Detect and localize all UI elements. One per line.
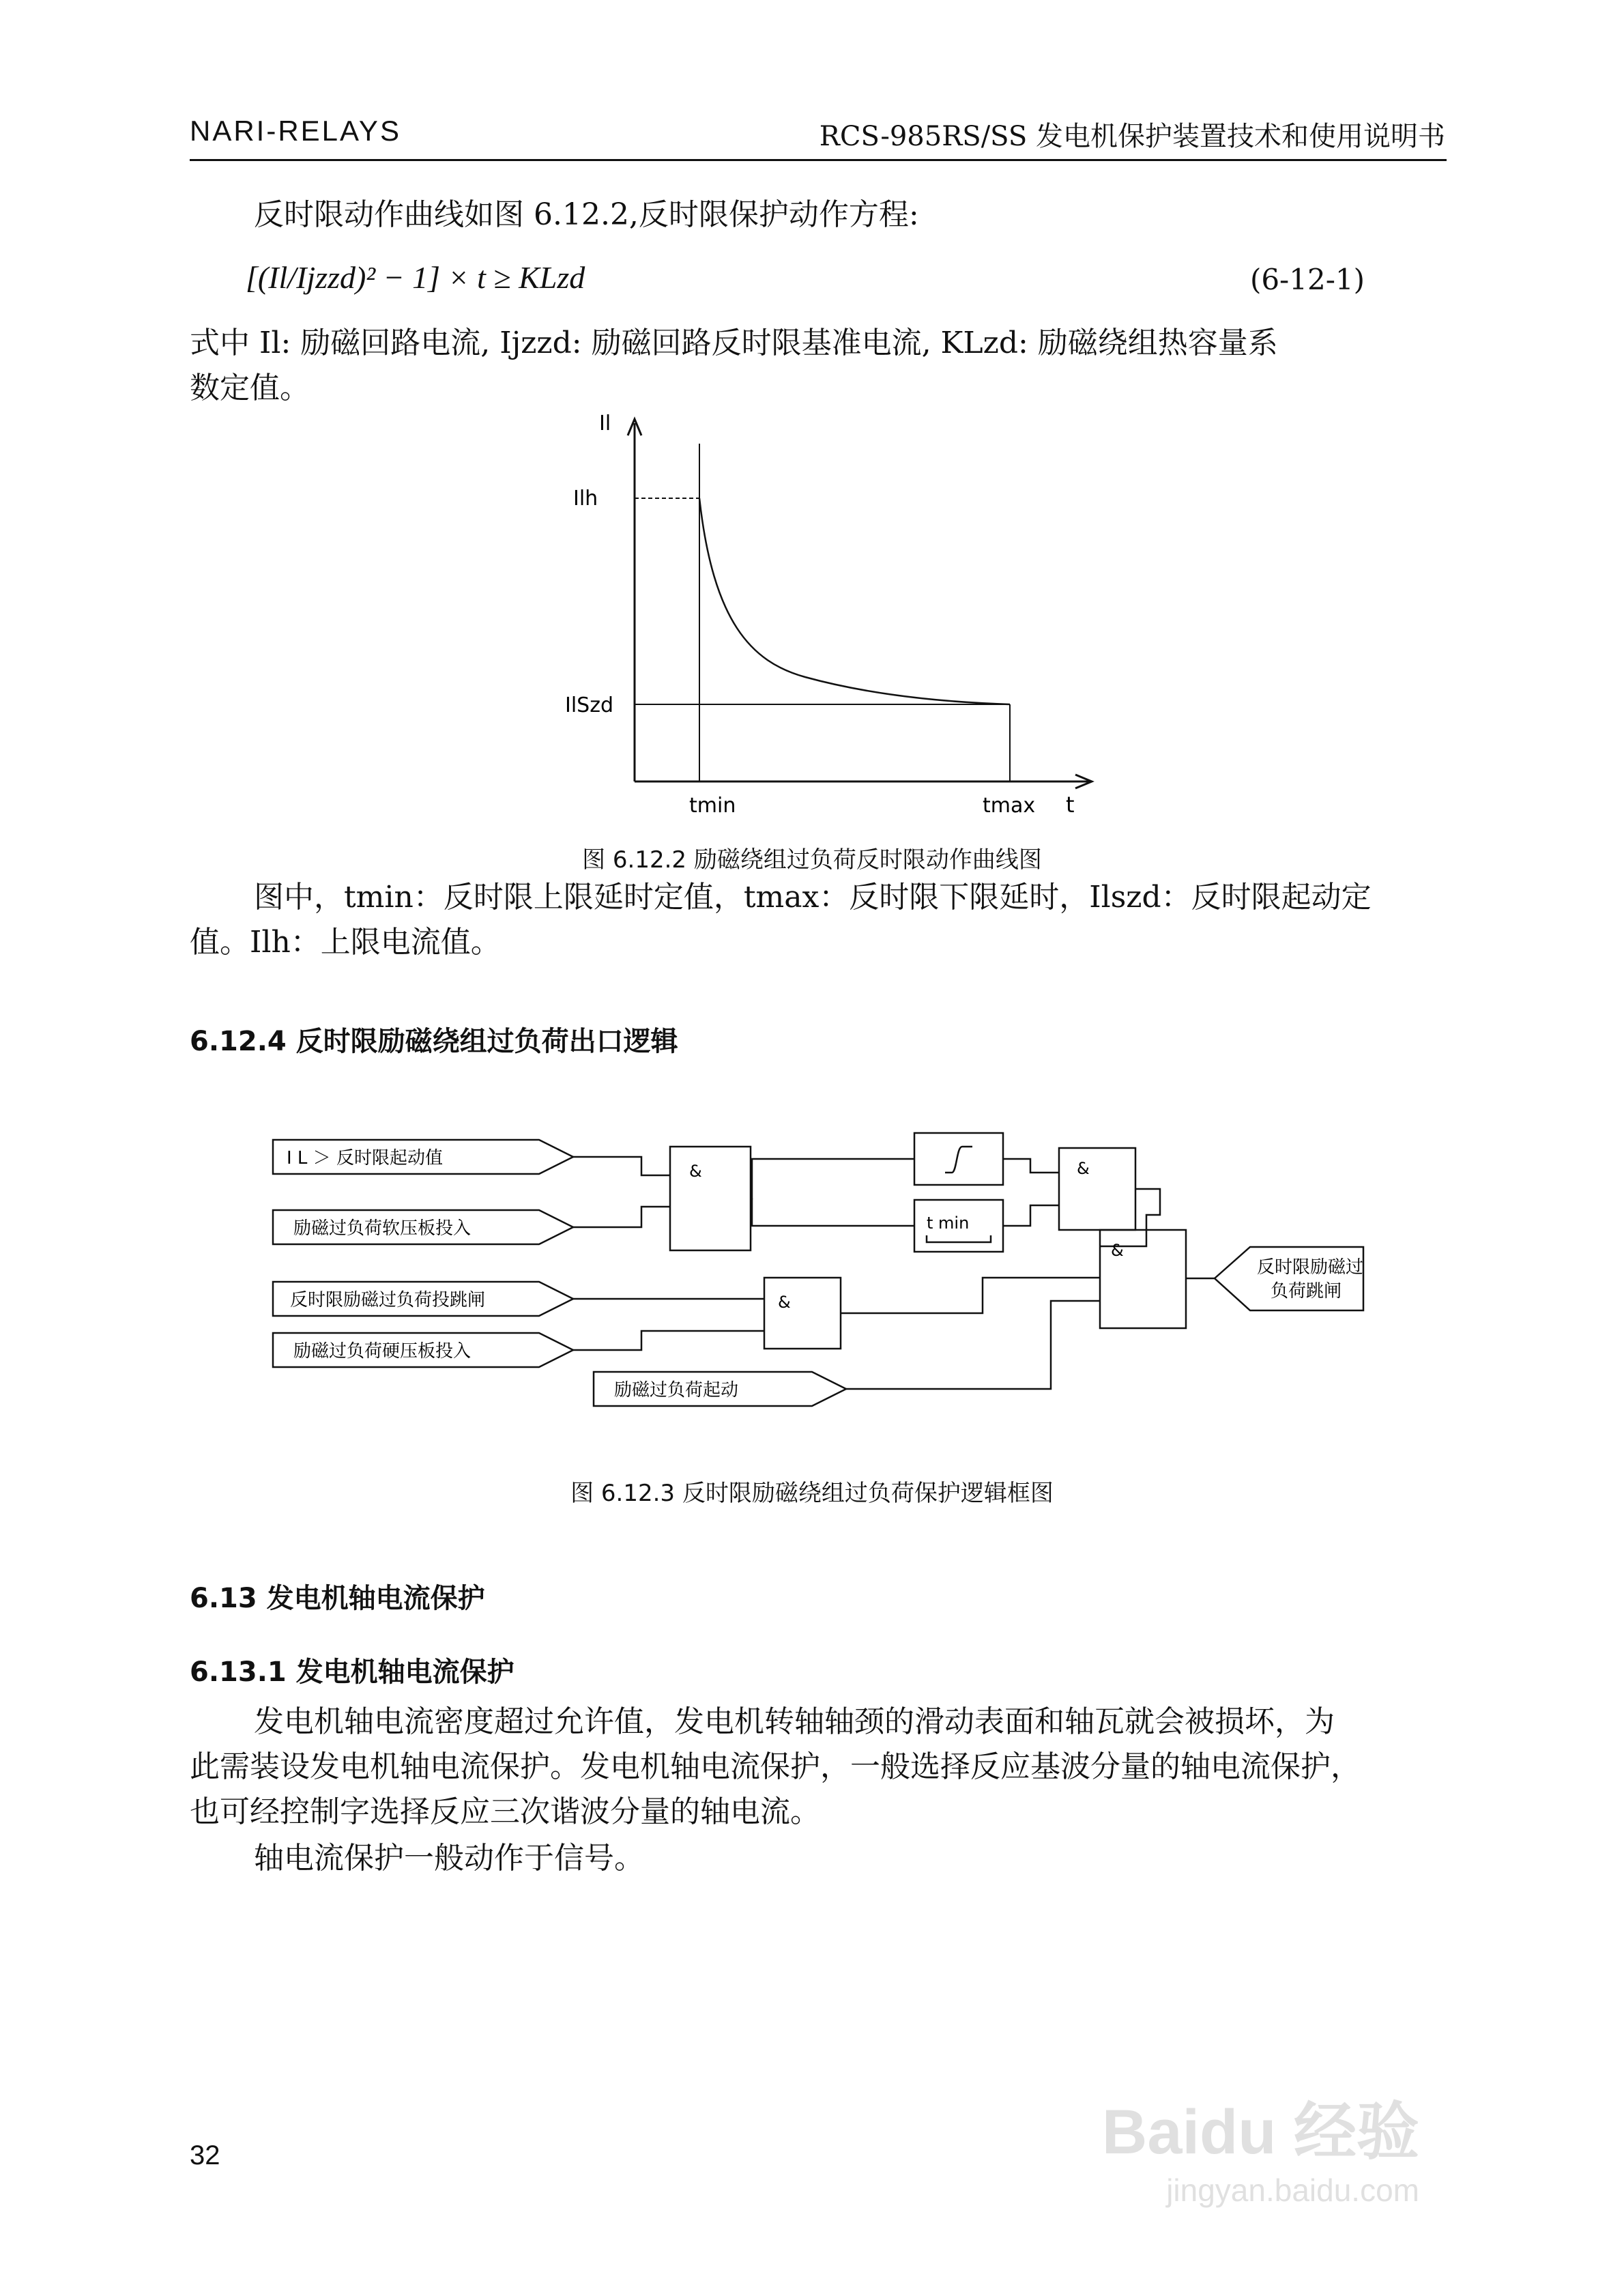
shaft-current-paragraph-line2: 此需装设发电机轴电流保护。发电机轴电流保护，一般选择反应基波分量的轴电流保护， <box>190 1749 1361 1784</box>
ilh-label: Ilh <box>573 487 598 511</box>
tmin-bracket <box>927 1235 991 1242</box>
and-gate-1 <box>670 1147 751 1250</box>
watermark <box>1102 2082 1419 2209</box>
watermark-logo: Baidu 经验 <box>1101 2097 1419 2167</box>
and-gate-2 <box>1059 1148 1135 1230</box>
wire-in1 <box>573 1157 670 1175</box>
inverse-time-curve-figure <box>560 410 1119 833</box>
output-label-line1: 反时限励磁过 <box>1257 1257 1364 1278</box>
integrator-symbol <box>945 1147 972 1173</box>
and-gate-1-symbol: & <box>689 1162 702 1181</box>
input-label-3: 反时限励磁过负荷投跳闸 <box>290 1290 486 1310</box>
curve-description-line1: 图中，tmin：反时限上限延时定值，tmax：反时限下限延时，Ilszd：反时限起动定 <box>254 880 1372 915</box>
y-axis-label: Il <box>599 412 611 435</box>
x-axis-label: t <box>1066 792 1075 818</box>
intro-line: 反时限动作曲线如图 6.12.2,反时限保护动作方程: <box>254 197 919 232</box>
section-heading-6-13: 6.13 发电机轴电流保护 <box>190 1583 485 1614</box>
shaft-current-paragraph-line1: 发电机轴电流密度超过允许值，发电机转轴轴颈的滑动表面和轴瓦就会被损坏，为 <box>254 1704 1335 1739</box>
figure-caption-curve: 图 6.12.2 励磁绕组过负荷反时限动作曲线图 <box>582 846 1042 874</box>
output-label-line2: 负荷跳闸 <box>1271 1281 1342 1302</box>
and-gate-3 <box>764 1278 841 1349</box>
page-number: 32 <box>190 2140 220 2170</box>
input-label-5: 励磁过负荷起动 <box>614 1380 739 1401</box>
tmin-label: tmin <box>689 794 736 818</box>
wire-gate2-out <box>1100 1189 1160 1246</box>
ilszd-label: IlSzd <box>565 693 614 717</box>
wire-in5 <box>846 1301 1100 1389</box>
watermark-url: jingyan.baidu.com <box>1166 2172 1419 2208</box>
equation-note-line1: 式中 Il: 励磁回路电流, Ijzzd: 励磁回路反时限基准电流, KLzd: 励磁绕组热容量系 <box>190 326 1278 360</box>
logic-diagram <box>259 1119 1378 1420</box>
wire-to-tmin <box>752 1199 914 1226</box>
and-gate-3-symbol: & <box>778 1293 791 1312</box>
tmin-box-label: t min <box>927 1214 970 1233</box>
input-label-2: 励磁过负荷软压板投入 <box>293 1218 472 1239</box>
curve-description-line2: 值。Ilh：上限电流值。 <box>190 925 501 960</box>
wire-tmin-out <box>1003 1205 1059 1226</box>
wire-to-integrator <box>751 1159 914 1199</box>
inverse-time-curve <box>699 498 1010 704</box>
wire-gate3-out <box>841 1278 1100 1313</box>
document-title: RCS-985RS/SS 发电机保护装置技术和使用说明书 <box>819 121 1445 152</box>
tmax-label: tmax <box>983 794 1036 818</box>
shaft-current-paragraph-2: 轴电流保护一般动作于信号。 <box>254 1841 644 1876</box>
integrator-box <box>914 1133 1003 1185</box>
and-gate-4-symbol: & <box>1111 1241 1124 1260</box>
header-divider <box>190 159 1447 161</box>
equation-note-line2: 数定值。 <box>190 371 310 405</box>
equation-number: (6-12-1) <box>1249 263 1365 296</box>
and-gate-2-symbol: & <box>1077 1159 1090 1178</box>
section-heading-6-12-4: 6.12.4 反时限励磁绕组过负荷出口逻辑 <box>190 1026 678 1057</box>
figure-caption-logic: 图 6.12.3 反时限励磁绕组过负荷保护逻辑框图 <box>570 1480 1054 1507</box>
shaft-current-paragraph-line3: 也可经控制字选择反应三次谐波分量的轴电流。 <box>190 1794 820 1829</box>
wire-in4 <box>573 1331 764 1350</box>
section-heading-6-13-1: 6.13.1 发电机轴电流保护 <box>190 1656 514 1688</box>
input-label-1: I L ＞ 反时限起动值 <box>287 1148 443 1168</box>
equation: [(Il/Ijzzd)² − 1] × t ≥ KLzd <box>246 260 585 295</box>
brand-header: NARI-RELAYS <box>190 115 401 147</box>
input-label-4: 励磁过负荷硬压板投入 <box>293 1341 472 1362</box>
wire-in2 <box>573 1207 670 1227</box>
wire-integrator-out <box>1003 1159 1059 1173</box>
